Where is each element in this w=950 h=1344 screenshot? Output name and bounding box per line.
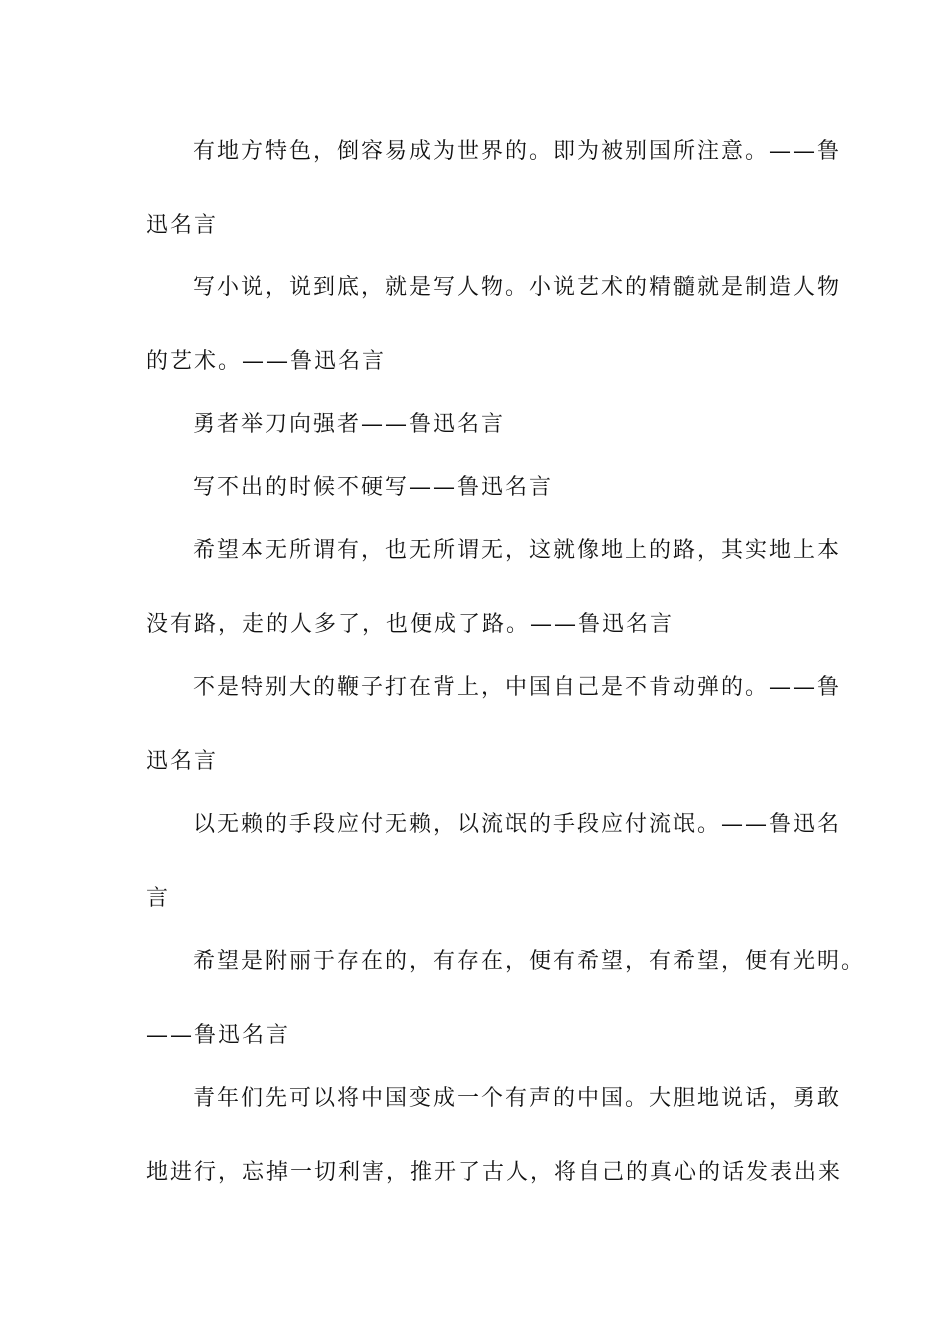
quote-1-line-2: 迅名言 <box>146 213 219 238</box>
quote-7-line-2: 言 <box>146 886 171 911</box>
quote-8-line-1: 希望是附丽于存在的，有存在，便有希望，有希望，便有光明。 <box>193 949 866 974</box>
quote-2-line-1: 写小说，说到底，就是写人物。小说艺术的精髓就是制造人物 <box>193 275 842 300</box>
quote-9-line-2: 地进行，忘掉一切利害，推开了古人，将自己的真心的话发表出来 <box>146 1160 843 1185</box>
quote-6-line-1: 不是特别大的鞭子打在背上，中国自己是不肯动弹的。——鲁 <box>193 675 842 700</box>
quote-6-line-2: 迅名言 <box>146 749 219 774</box>
quote-8-line-2: ——鲁迅名言 <box>146 1023 291 1048</box>
quote-2-line-2: 的艺术。——鲁迅名言 <box>146 349 387 374</box>
quote-1-line-1: 有地方特色，倒容易成为世界的。即为被别国所注意。——鲁 <box>193 139 842 164</box>
quote-4-line-1: 写不出的时候不硬写——鲁迅名言 <box>193 475 554 500</box>
quote-9-line-1: 青年们先可以将中国变成一个有声的中国。大胆地说话，勇敢 <box>193 1086 842 1111</box>
quote-5-line-1: 希望本无所谓有，也无所谓无，这就像地上的路，其实地上本 <box>193 538 842 563</box>
quote-3-line-1: 勇者举刀向强者——鲁迅名言 <box>193 412 506 437</box>
quote-7-line-1: 以无赖的手段应付无赖，以流氓的手段应付流氓。——鲁迅名 <box>193 812 842 837</box>
quote-5-line-2: 没有路，走的人多了，也便成了路。——鲁迅名言 <box>146 612 675 637</box>
